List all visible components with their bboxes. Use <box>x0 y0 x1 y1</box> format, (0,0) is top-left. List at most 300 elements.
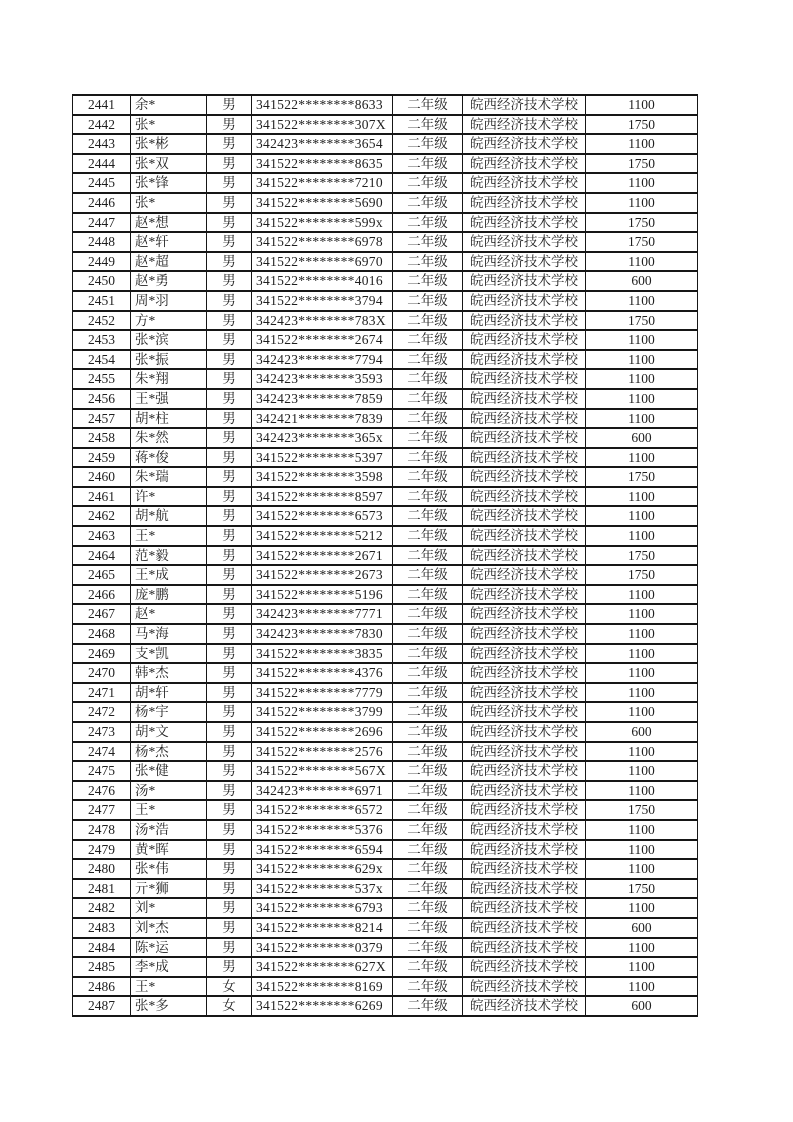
cell-gender: 男 <box>207 702 252 722</box>
cell-id_number: 342423********365x <box>252 428 393 448</box>
cell-grade: 二年级 <box>393 840 463 860</box>
cell-no: 2445 <box>73 173 131 193</box>
cell-name: 朱*然 <box>131 428 207 448</box>
cell-grade: 二年级 <box>393 232 463 252</box>
cell-no: 2470 <box>73 663 131 683</box>
cell-name: 许* <box>131 487 207 507</box>
cell-id_number: 341522********8169 <box>252 977 393 997</box>
cell-school: 皖西经济技术学校 <box>463 467 586 487</box>
cell-amount: 1100 <box>586 898 698 918</box>
cell-gender: 男 <box>207 898 252 918</box>
cell-amount: 1100 <box>586 252 698 272</box>
cell-id_number: 341522********0379 <box>252 938 393 958</box>
cell-grade: 二年级 <box>393 859 463 879</box>
cell-no: 2455 <box>73 369 131 389</box>
cell-school: 皖西经济技术学校 <box>463 938 586 958</box>
cell-amount: 1750 <box>586 311 698 331</box>
cell-name: 王*成 <box>131 565 207 585</box>
table-row <box>73 487 698 507</box>
cell-grade: 二年级 <box>393 95 463 115</box>
cell-id_number: 342423********6971 <box>252 781 393 801</box>
cell-gender: 男 <box>207 663 252 683</box>
table-row <box>73 585 698 605</box>
cell-gender: 男 <box>207 604 252 624</box>
cell-name: 刘*杰 <box>131 918 207 938</box>
cell-name: 赵*想 <box>131 213 207 233</box>
table-row <box>73 311 698 331</box>
cell-no: 2447 <box>73 213 131 233</box>
cell-grade: 二年级 <box>393 644 463 664</box>
cell-no: 2462 <box>73 506 131 526</box>
table-row <box>73 213 698 233</box>
cell-gender: 男 <box>207 487 252 507</box>
cell-grade: 二年级 <box>393 957 463 977</box>
cell-gender: 男 <box>207 271 252 291</box>
table-row <box>73 115 698 135</box>
cell-id_number: 341522********629x <box>252 859 393 879</box>
cell-name: 周*羽 <box>131 291 207 311</box>
cell-name: 陈*运 <box>131 938 207 958</box>
cell-no: 2446 <box>73 193 131 213</box>
cell-amount: 1750 <box>586 565 698 585</box>
cell-no: 2483 <box>73 918 131 938</box>
cell-no: 2485 <box>73 957 131 977</box>
cell-grade: 二年级 <box>393 996 463 1016</box>
table-row <box>73 409 698 429</box>
cell-amount: 1750 <box>586 213 698 233</box>
cell-id_number: 341522********4376 <box>252 663 393 683</box>
cell-grade: 二年级 <box>393 409 463 429</box>
cell-id_number: 341522********5212 <box>252 526 393 546</box>
cell-no: 2469 <box>73 644 131 664</box>
cell-id_number: 341522********599x <box>252 213 393 233</box>
cell-amount: 1100 <box>586 742 698 762</box>
cell-amount: 1750 <box>586 546 698 566</box>
cell-gender: 男 <box>207 173 252 193</box>
cell-name: 王* <box>131 977 207 997</box>
cell-school: 皖西经济技术学校 <box>463 742 586 762</box>
cell-grade: 二年级 <box>393 604 463 624</box>
cell-amount: 600 <box>586 428 698 448</box>
cell-amount: 600 <box>586 996 698 1016</box>
table-row <box>73 467 698 487</box>
cell-id_number: 341522********6269 <box>252 996 393 1016</box>
cell-no: 2471 <box>73 683 131 703</box>
cell-no: 2467 <box>73 604 131 624</box>
cell-no: 2478 <box>73 820 131 840</box>
cell-amount: 1750 <box>586 154 698 174</box>
cell-school: 皖西经济技术学校 <box>463 957 586 977</box>
cell-school: 皖西经济技术学校 <box>463 350 586 370</box>
cell-school: 皖西经济技术学校 <box>463 820 586 840</box>
cell-id_number: 341522********8214 <box>252 918 393 938</box>
cell-no: 2451 <box>73 291 131 311</box>
cell-id_number: 341522********7779 <box>252 683 393 703</box>
cell-name: 汤* <box>131 781 207 801</box>
table-row <box>73 389 698 409</box>
table-row <box>73 663 698 683</box>
cell-id_number: 341522********5376 <box>252 820 393 840</box>
cell-no: 2465 <box>73 565 131 585</box>
cell-school: 皖西经济技术学校 <box>463 369 586 389</box>
cell-grade: 二年级 <box>393 134 463 154</box>
cell-gender: 男 <box>207 350 252 370</box>
cell-amount: 1750 <box>586 115 698 135</box>
cell-grade: 二年级 <box>393 291 463 311</box>
cell-amount: 1100 <box>586 350 698 370</box>
cell-gender: 男 <box>207 506 252 526</box>
cell-amount: 1100 <box>586 604 698 624</box>
cell-amount: 1100 <box>586 761 698 781</box>
table-row <box>73 742 698 762</box>
cell-gender: 男 <box>207 859 252 879</box>
student-funding-table <box>72 94 698 1017</box>
cell-name: 韩*杰 <box>131 663 207 683</box>
cell-amount: 1750 <box>586 800 698 820</box>
table-row <box>73 957 698 977</box>
cell-id_number: 341522********567X <box>252 761 393 781</box>
cell-amount: 1100 <box>586 389 698 409</box>
cell-grade: 二年级 <box>393 467 463 487</box>
table-row <box>73 996 698 1016</box>
cell-school: 皖西经济技术学校 <box>463 604 586 624</box>
cell-gender: 男 <box>207 369 252 389</box>
cell-name: 王* <box>131 526 207 546</box>
table-row <box>73 369 698 389</box>
cell-amount: 1750 <box>586 232 698 252</box>
cell-name: 赵*超 <box>131 252 207 272</box>
cell-amount: 1100 <box>586 977 698 997</box>
cell-gender: 男 <box>207 213 252 233</box>
cell-amount: 1100 <box>586 409 698 429</box>
cell-grade: 二年级 <box>393 938 463 958</box>
cell-name: 汤*浩 <box>131 820 207 840</box>
cell-amount: 1750 <box>586 467 698 487</box>
cell-no: 2473 <box>73 722 131 742</box>
table-row <box>73 977 698 997</box>
cell-no: 2459 <box>73 448 131 468</box>
cell-grade: 二年级 <box>393 800 463 820</box>
cell-amount: 600 <box>586 918 698 938</box>
cell-id_number: 341522********6978 <box>252 232 393 252</box>
cell-gender: 男 <box>207 467 252 487</box>
cell-school: 皖西经济技术学校 <box>463 95 586 115</box>
cell-gender: 男 <box>207 311 252 331</box>
cell-gender: 男 <box>207 546 252 566</box>
table-row <box>73 840 698 860</box>
cell-name: 蒋*俊 <box>131 448 207 468</box>
cell-name: 张*彬 <box>131 134 207 154</box>
cell-gender: 男 <box>207 291 252 311</box>
cell-grade: 二年级 <box>393 546 463 566</box>
cell-gender: 男 <box>207 938 252 958</box>
cell-school: 皖西经济技术学校 <box>463 781 586 801</box>
cell-name: 张*锋 <box>131 173 207 193</box>
cell-gender: 男 <box>207 840 252 860</box>
cell-school: 皖西经济技术学校 <box>463 291 586 311</box>
cell-name: 朱*翔 <box>131 369 207 389</box>
cell-id_number: 341522********4016 <box>252 271 393 291</box>
cell-grade: 二年级 <box>393 781 463 801</box>
cell-gender: 男 <box>207 115 252 135</box>
cell-no: 2479 <box>73 840 131 860</box>
table-row <box>73 820 698 840</box>
cell-grade: 二年级 <box>393 213 463 233</box>
cell-gender: 男 <box>207 134 252 154</box>
table-row <box>73 291 698 311</box>
cell-grade: 二年级 <box>393 448 463 468</box>
cell-no: 2458 <box>73 428 131 448</box>
cell-grade: 二年级 <box>393 389 463 409</box>
cell-amount: 1100 <box>586 663 698 683</box>
cell-school: 皖西经济技术学校 <box>463 996 586 1016</box>
cell-grade: 二年级 <box>393 585 463 605</box>
cell-no: 2449 <box>73 252 131 272</box>
cell-id_number: 342421********7839 <box>252 409 393 429</box>
table-row <box>73 879 698 899</box>
cell-id_number: 341522********3598 <box>252 467 393 487</box>
cell-id_number: 341522********627X <box>252 957 393 977</box>
table-row <box>73 918 698 938</box>
cell-gender: 男 <box>207 820 252 840</box>
cell-school: 皖西经济技术学校 <box>463 898 586 918</box>
cell-grade: 二年级 <box>393 506 463 526</box>
cell-school: 皖西经济技术学校 <box>463 487 586 507</box>
cell-school: 皖西经济技术学校 <box>463 761 586 781</box>
cell-gender: 男 <box>207 330 252 350</box>
cell-amount: 600 <box>586 722 698 742</box>
table-row <box>73 898 698 918</box>
cell-grade: 二年级 <box>393 369 463 389</box>
cell-name: 王*强 <box>131 389 207 409</box>
cell-school: 皖西经济技术学校 <box>463 134 586 154</box>
table-row <box>73 252 698 272</box>
cell-gender: 男 <box>207 879 252 899</box>
cell-id_number: 341522********8633 <box>252 95 393 115</box>
table-row <box>73 134 698 154</box>
cell-amount: 1100 <box>586 938 698 958</box>
cell-school: 皖西经济技术学校 <box>463 683 586 703</box>
cell-school: 皖西经济技术学校 <box>463 213 586 233</box>
cell-school: 皖西经济技术学校 <box>463 115 586 135</box>
cell-id_number: 341522********6572 <box>252 800 393 820</box>
cell-id_number: 341522********3835 <box>252 644 393 664</box>
table-row <box>73 683 698 703</box>
cell-id_number: 341522********8597 <box>252 487 393 507</box>
cell-no: 2452 <box>73 311 131 331</box>
cell-school: 皖西经济技术学校 <box>463 918 586 938</box>
cell-grade: 二年级 <box>393 526 463 546</box>
cell-amount: 600 <box>586 271 698 291</box>
cell-id_number: 342423********3593 <box>252 369 393 389</box>
cell-id_number: 341522********2696 <box>252 722 393 742</box>
cell-no: 2463 <box>73 526 131 546</box>
cell-amount: 1100 <box>586 330 698 350</box>
cell-amount: 1100 <box>586 781 698 801</box>
table-row <box>73 95 698 115</box>
cell-school: 皖西经济技术学校 <box>463 173 586 193</box>
cell-grade: 二年级 <box>393 761 463 781</box>
cell-name: 张*健 <box>131 761 207 781</box>
cell-no: 2482 <box>73 898 131 918</box>
cell-no: 2441 <box>73 95 131 115</box>
table-row <box>73 761 698 781</box>
cell-school: 皖西经济技术学校 <box>463 800 586 820</box>
cell-name: 张*滨 <box>131 330 207 350</box>
cell-id_number: 342423********3654 <box>252 134 393 154</box>
cell-amount: 1100 <box>586 859 698 879</box>
cell-school: 皖西经济技术学校 <box>463 840 586 860</box>
cell-id_number: 341522********307X <box>252 115 393 135</box>
table-row <box>73 428 698 448</box>
cell-id_number: 341522********537x <box>252 879 393 899</box>
cell-name: 赵*勇 <box>131 271 207 291</box>
cell-grade: 二年级 <box>393 879 463 899</box>
cell-grade: 二年级 <box>393 193 463 213</box>
cell-name: 张* <box>131 115 207 135</box>
cell-name: 方* <box>131 311 207 331</box>
cell-name: 庞*鹏 <box>131 585 207 605</box>
cell-grade: 二年级 <box>393 683 463 703</box>
cell-school: 皖西经济技术学校 <box>463 311 586 331</box>
cell-amount: 1100 <box>586 702 698 722</box>
cell-name: 刘* <box>131 898 207 918</box>
cell-no: 2480 <box>73 859 131 879</box>
cell-gender: 男 <box>207 526 252 546</box>
cell-grade: 二年级 <box>393 898 463 918</box>
cell-name: 王* <box>131 800 207 820</box>
cell-school: 皖西经济技术学校 <box>463 565 586 585</box>
cell-amount: 1100 <box>586 840 698 860</box>
table-row <box>73 330 698 350</box>
cell-gender: 男 <box>207 232 252 252</box>
cell-grade: 二年级 <box>393 271 463 291</box>
cell-name: 张*伟 <box>131 859 207 879</box>
cell-name: 张*多 <box>131 996 207 1016</box>
cell-school: 皖西经济技术学校 <box>463 506 586 526</box>
cell-id_number: 341522********6573 <box>252 506 393 526</box>
cell-id_number: 341522********5196 <box>252 585 393 605</box>
cell-id_number: 341522********6793 <box>252 898 393 918</box>
cell-school: 皖西经济技术学校 <box>463 448 586 468</box>
cell-gender: 女 <box>207 996 252 1016</box>
cell-id_number: 341522********2576 <box>252 742 393 762</box>
cell-school: 皖西经济技术学校 <box>463 526 586 546</box>
cell-gender: 男 <box>207 722 252 742</box>
cell-no: 2454 <box>73 350 131 370</box>
cell-grade: 二年级 <box>393 565 463 585</box>
cell-grade: 二年级 <box>393 350 463 370</box>
cell-name: 李*成 <box>131 957 207 977</box>
cell-no: 2450 <box>73 271 131 291</box>
table-row <box>73 722 698 742</box>
cell-name: 支*凯 <box>131 644 207 664</box>
cell-gender: 男 <box>207 448 252 468</box>
cell-id_number: 341522********5690 <box>252 193 393 213</box>
cell-no: 2464 <box>73 546 131 566</box>
cell-grade: 二年级 <box>393 918 463 938</box>
cell-amount: 1100 <box>586 134 698 154</box>
cell-gender: 男 <box>207 683 252 703</box>
cell-gender: 男 <box>207 742 252 762</box>
table-row <box>73 193 698 213</box>
table-row <box>73 448 698 468</box>
table-row <box>73 565 698 585</box>
cell-no: 2477 <box>73 800 131 820</box>
cell-school: 皖西经济技术学校 <box>463 879 586 899</box>
cell-gender: 男 <box>207 95 252 115</box>
cell-grade: 二年级 <box>393 311 463 331</box>
cell-gender: 男 <box>207 761 252 781</box>
cell-name: 余* <box>131 95 207 115</box>
cell-grade: 二年级 <box>393 722 463 742</box>
cell-no: 2456 <box>73 389 131 409</box>
cell-no: 2474 <box>73 742 131 762</box>
cell-school: 皖西经济技术学校 <box>463 428 586 448</box>
cell-grade: 二年级 <box>393 330 463 350</box>
cell-grade: 二年级 <box>393 977 463 997</box>
cell-no: 2486 <box>73 977 131 997</box>
cell-grade: 二年级 <box>393 115 463 135</box>
cell-gender: 男 <box>207 565 252 585</box>
cell-school: 皖西经济技术学校 <box>463 252 586 272</box>
table-row <box>73 173 698 193</box>
cell-no: 2468 <box>73 624 131 644</box>
cell-id_number: 341522********7210 <box>252 173 393 193</box>
cell-id_number: 341522********6970 <box>252 252 393 272</box>
cell-gender: 男 <box>207 193 252 213</box>
cell-amount: 1100 <box>586 291 698 311</box>
cell-id_number: 341522********3794 <box>252 291 393 311</box>
cell-school: 皖西经济技术学校 <box>463 702 586 722</box>
cell-no: 2460 <box>73 467 131 487</box>
table-row <box>73 546 698 566</box>
table-row <box>73 350 698 370</box>
cell-school: 皖西经济技术学校 <box>463 330 586 350</box>
cell-no: 2472 <box>73 702 131 722</box>
cell-gender: 男 <box>207 252 252 272</box>
cell-amount: 1100 <box>586 683 698 703</box>
cell-name: 朱*瑞 <box>131 467 207 487</box>
cell-amount: 1100 <box>586 369 698 389</box>
cell-grade: 二年级 <box>393 487 463 507</box>
cell-no: 2475 <box>73 761 131 781</box>
cell-id_number: 342423********7771 <box>252 604 393 624</box>
table-row <box>73 644 698 664</box>
cell-id_number: 341522********2674 <box>252 330 393 350</box>
cell-no: 2442 <box>73 115 131 135</box>
table-row <box>73 624 698 644</box>
cell-name: 胡*轩 <box>131 683 207 703</box>
cell-gender: 男 <box>207 957 252 977</box>
cell-name: 亓*狮 <box>131 879 207 899</box>
cell-school: 皖西经济技术学校 <box>463 193 586 213</box>
cell-name: 胡*柱 <box>131 409 207 429</box>
table-row <box>73 781 698 801</box>
cell-no: 2461 <box>73 487 131 507</box>
cell-school: 皖西经济技术学校 <box>463 644 586 664</box>
cell-id_number: 341522********8635 <box>252 154 393 174</box>
cell-name: 胡*文 <box>131 722 207 742</box>
cell-id_number: 341522********6594 <box>252 840 393 860</box>
cell-name: 胡*航 <box>131 506 207 526</box>
cell-grade: 二年级 <box>393 154 463 174</box>
cell-name: 马*海 <box>131 624 207 644</box>
cell-school: 皖西经济技术学校 <box>463 859 586 879</box>
table-row <box>73 604 698 624</box>
table-row <box>73 800 698 820</box>
table-row <box>73 526 698 546</box>
